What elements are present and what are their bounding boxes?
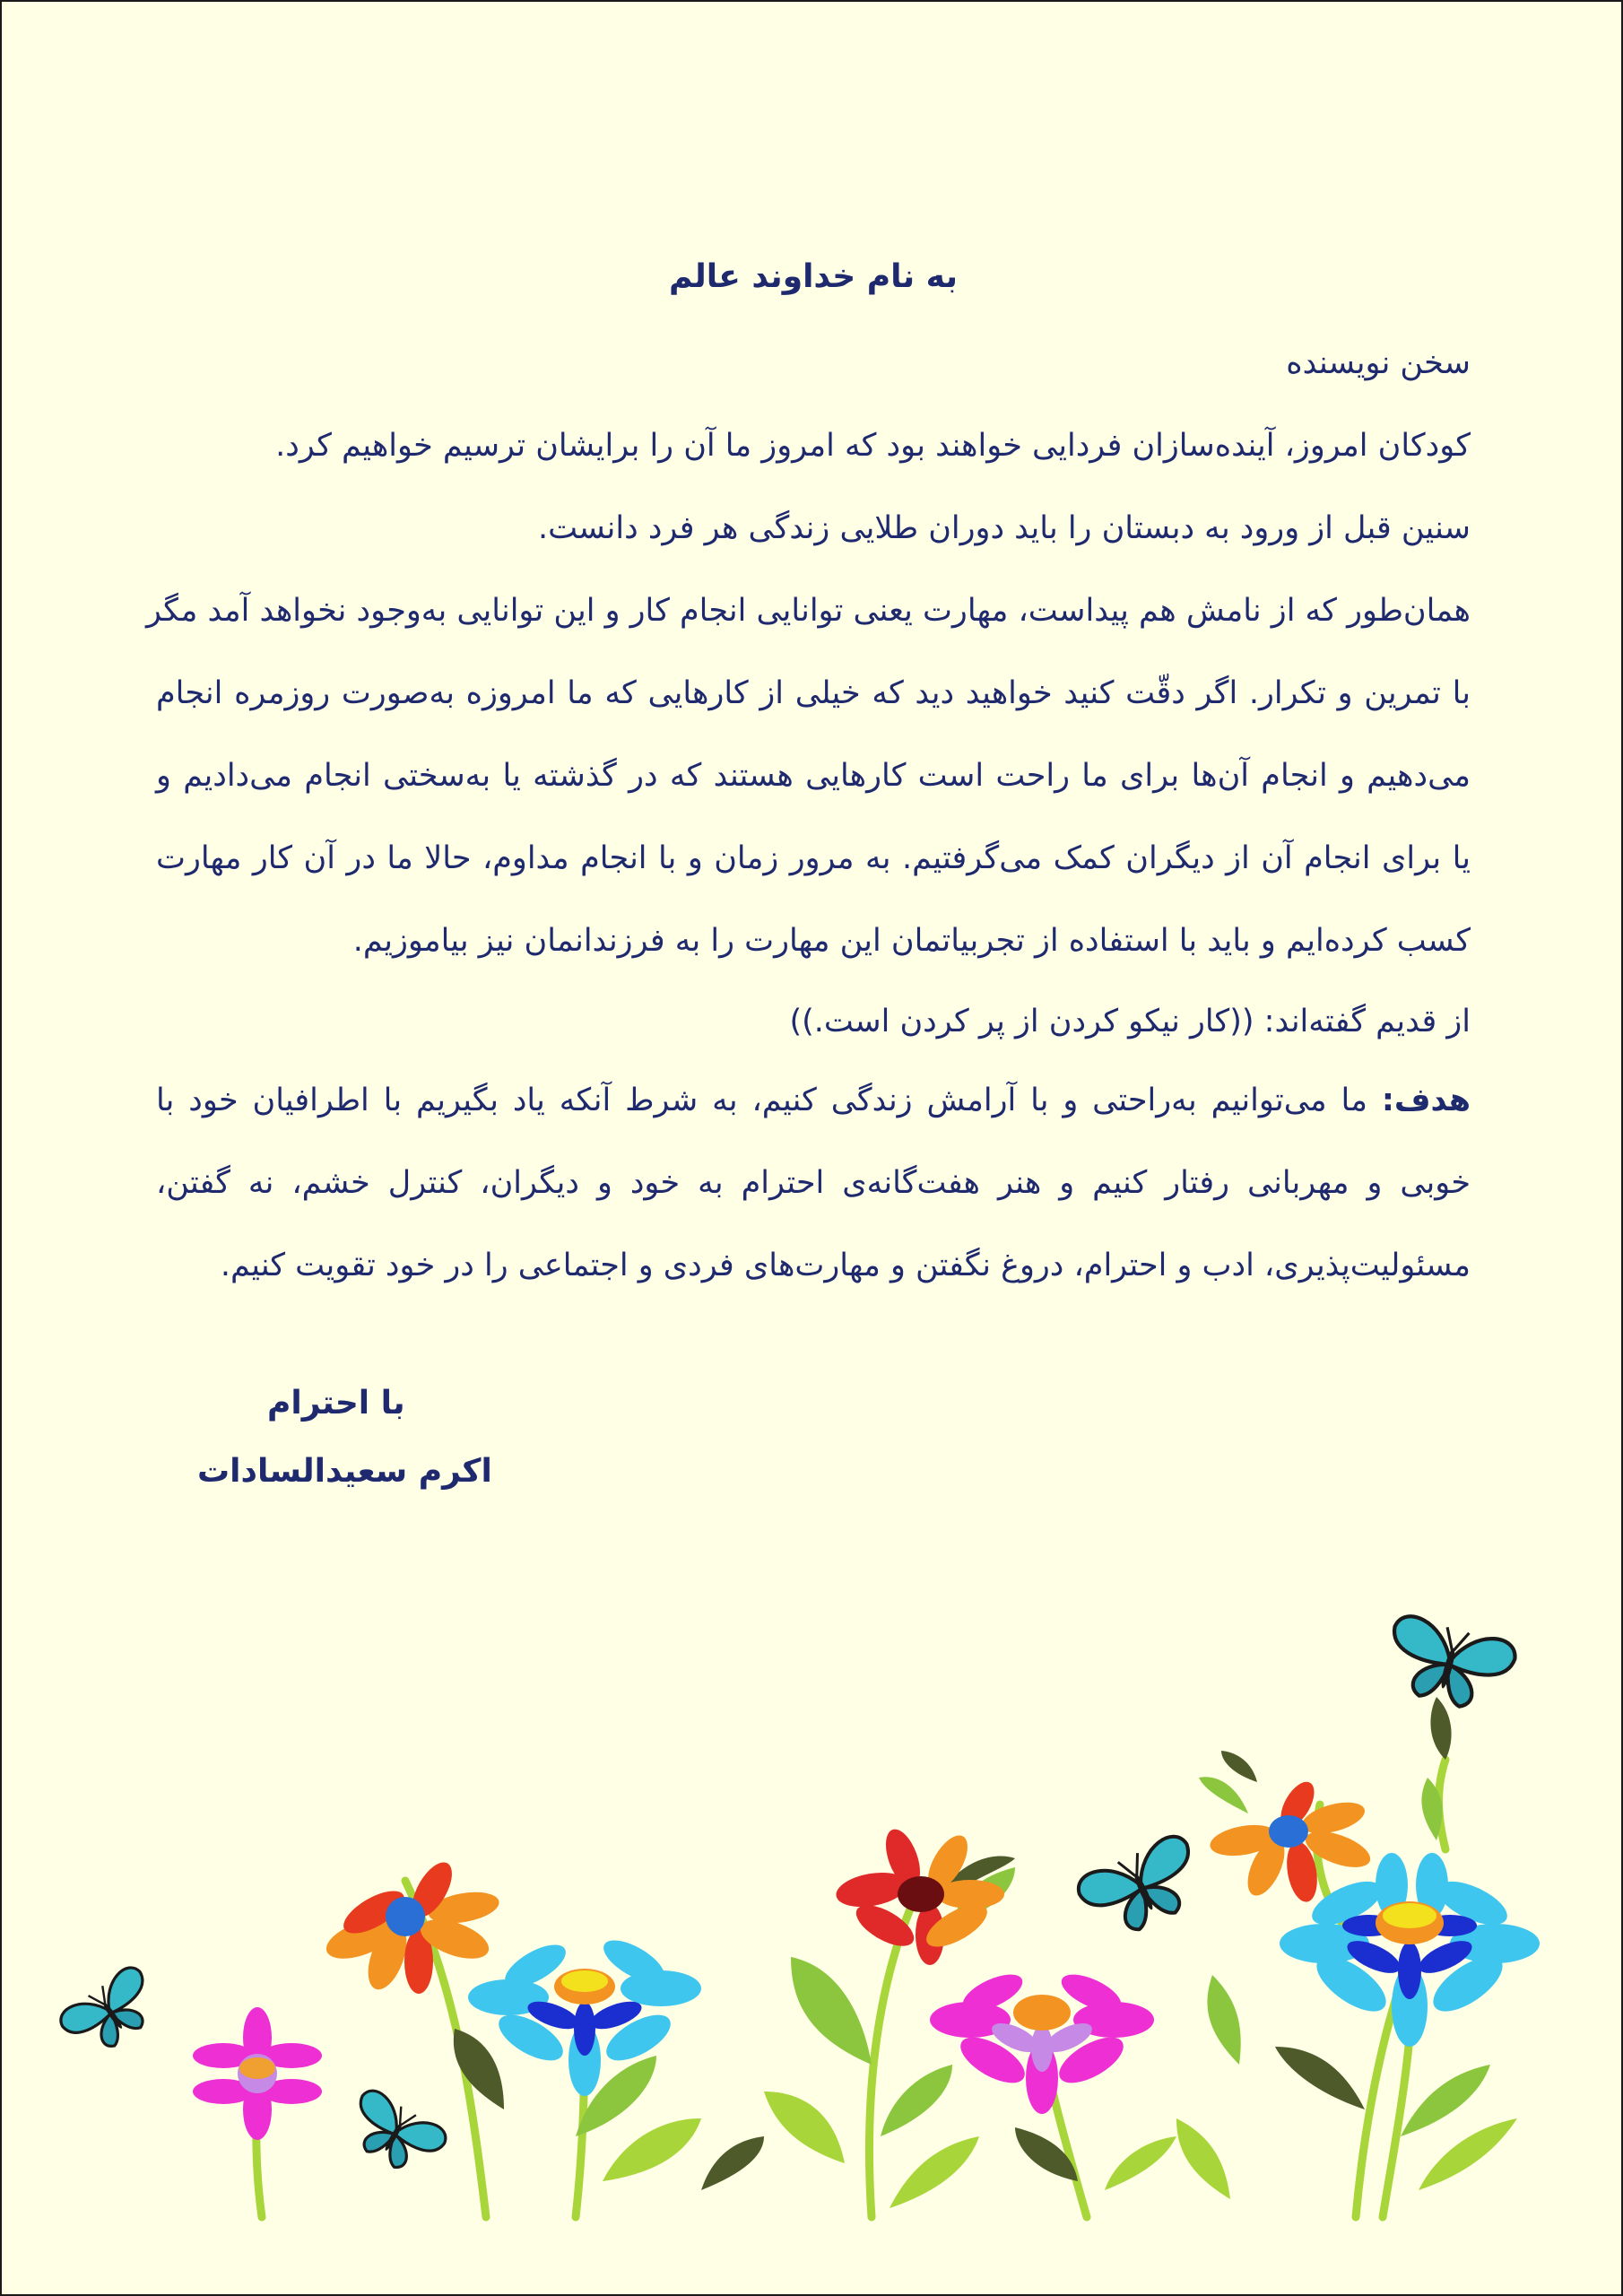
flower-orange-left (321, 1857, 501, 1995)
flower-pink-small (193, 2007, 322, 2140)
flower-illustration (2, 2, 1621, 2294)
flower-red-middle (833, 1825, 1004, 1965)
goal-text-1: ما می‌توانیم به‌راحتی و با آرامش زندگی کنیم، به شرط آنکه یاد بگیریم با اطرافیان خود با (156, 1083, 1367, 1118)
paragraph-line-5: می‌دهیم و انجام آن‌ها برای ما راحت است کارهایی هستند که در گذشته یا به‌سختی انجام می‌دادیم و (156, 758, 1471, 794)
flower-blue-left (468, 1932, 701, 2096)
paragraph-line-3: همان‌طور که از نامش هم پیداست، مهارت یعنی توانایی انجام کار و این توانایی به‌وجود نخواهد آمد مگر (145, 593, 1471, 629)
goal-line-2: خوبی و مهربانی رفتار کنیم و هنر هفت‌گانه‌ی احترام به خود و دیگران، کنترل خشم، نه گفتن، (156, 1165, 1471, 1201)
flower-pink-middle (930, 1967, 1154, 2114)
paragraph-line-1: کودکان امروز، آینده‌سازان فردایی خواهند بود که امروز ما آن را برایشان ترسیم خواهیم کرد. (275, 428, 1471, 464)
butterfly-icon (340, 2086, 450, 2183)
goal-line-3: مسئولیت‌پذیری، ادب و احترام، دروغ نگفتن و مهارت‌های فردی و اجتماعی را در خود تقویت کنیم. (220, 1248, 1471, 1283)
author-name: اکرم سعیدالسادات (197, 1453, 492, 1490)
section-heading: سخن نویسنده (1286, 345, 1471, 381)
paragraph-line-4: با تمرین و تکرار. اگر دقّت کنید خواهید دید که خیلی از کارهایی که ما امروزه به‌صورت روزمره انجام (156, 675, 1471, 711)
butterfly-icon (1073, 1831, 1211, 1946)
paragraph-line-2: سنین قبل از ورود به دبستان را باید دوران طلایی زندگی هر فرد دانست. (537, 510, 1471, 546)
butterfly-icon (1379, 1613, 1519, 1718)
paragraph-line-7: کسب کرده‌ایم و باید با استفاده از تجربیاتمان این مهارت را به فرزندانمان نیز بیاموزیم. (352, 923, 1471, 959)
butterfly-icon (56, 1962, 166, 2064)
paragraph-line-6: یا برای انجام آن از دیگران کمک می‌گرفتیم. به مرور زمان و با انجام مداوم، حالا ما در آن کار مهارت (156, 840, 1471, 876)
goal-label: هدف: (1381, 1083, 1471, 1118)
proverb-line: از قدیم گفته‌اند: ((کار نیکو کردن از پر کردن است.)) (789, 1004, 1471, 1039)
page-title: به نام خداوند عالم (669, 258, 958, 295)
closing-text: با احترام (267, 1385, 405, 1422)
